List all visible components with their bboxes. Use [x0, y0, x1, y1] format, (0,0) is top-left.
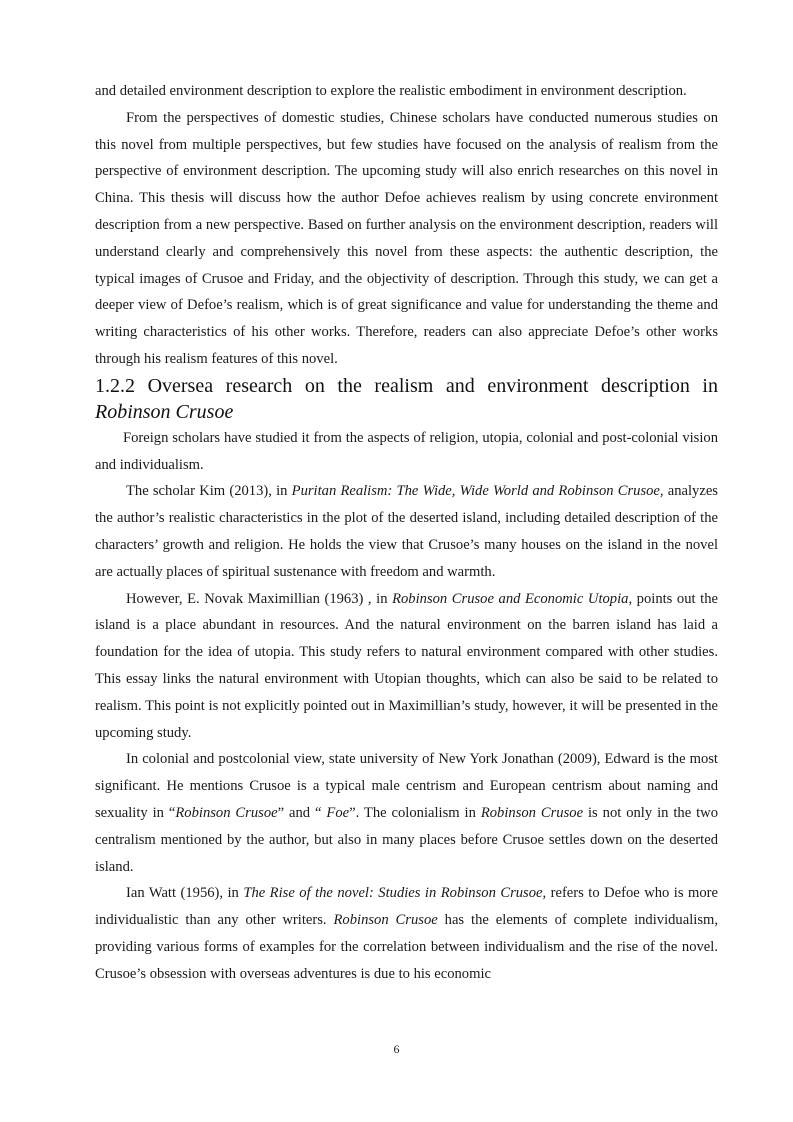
work-title: Robinson Crusoe and Economic Utopia: [392, 590, 629, 607]
paragraph-kim: The scholar Kim (2013), in Puritan Realism: The Wide, Wide World and Robinson Crusoe, analyzes the author’s realistic characteristics in the plot of the deserted island, including detailed description of the characters’ growth and religion. He holds the view that Crusoe’s many houses on the island in the novel are actually places of spiritual sustenance with freedom and warmth.: [95, 483, 718, 580]
paragraph-maximillian: However, E. Novak Maximillian (1963) , in Robinson Crusoe and Economic Utopia, points out the island is a place abundant in resources. And the natural environment on the barren island has laid a foundation for the idea of utopia. This study refers to natural environment compared with other studies. This essay links the natural environment with Utopian thoughts, which can also be said to be related to realism. This point is not explicitly pointed out in Maximillian’s study, however, it will be presented in the upcoming study.: [95, 590, 718, 741]
section-heading: [95, 373, 718, 425]
section-heading-line2: Robinson Crusoe: [95, 400, 234, 423]
paragraph-colonial-view: In colonial and postcolonial view, state university of New York Jonathan (2009), Edward is the most significant. He mentions Crusoe is a typical male centrism and European centrism about naming and sexuality in “Robinson Crusoe” and “ Foe”. The colonialism in Robinson Crusoe is not only in the two centralism mentioned by the author, but also in many places before Crusoe settles down on the deserted island.: [95, 751, 719, 875]
page-body: [95, 78, 718, 988]
paragraph-ian-watt: Ian Watt (1956), in The Rise of the novel: Studies in Robinson Crusoe, refers to Defoe who is more individualistic than any other writers. Robinson Crusoe has the elements of complete individualism, providing various forms of examples for the correlation between individualism and the rise of the novel. Crusoe’s obsession with overseas adventures is due to his economic: [95, 885, 718, 982]
work-title: Robinson Crusoe: [175, 804, 278, 821]
page-number: 6: [393, 1042, 400, 1056]
section-heading-line1: 1.2.2 Oversea research on the realism and environment description in: [95, 374, 718, 397]
work-title: Robinson Crusoe: [480, 804, 584, 821]
work-title: Puritan Realism: The Wide, Wide World and Robinson Crusoe: [291, 483, 660, 500]
paragraph-continuation: and detailed environment description to explore the realistic embodiment in environment description.: [95, 83, 687, 99]
work-title: The Rise of the novel: Studies in Robinson Crusoe: [243, 885, 543, 902]
work-title: Robinson Crusoe: [333, 912, 438, 929]
paragraph-domestic-studies: From the perspectives of domestic studies, Chinese scholars have conducted numerous studies on this novel from multiple perspectives, but few studies have focused on the analysis of realism from the perspective of environment description. The upcoming study will also enrich researches on this novel in China. This thesis will discuss how the author Defoe achieves realism by using concrete environment description from a new perspective. Based on further analysis on the environment description, readers will understand clearly and comprehensively this novel from these aspects: the authentic description, the typical images of Crusoe and Friday, and the objectivity of description. Through this study, we can get a deeper view of Defoe’s realism, which is of great significance and value for understanding the theme and writing characteristics of his other works. Therefore, readers can also appreciate Defoe’s other works through his realism features of this novel.: [95, 109, 718, 367]
work-title: Foe: [326, 804, 350, 821]
paragraph-foreign-scholars: Foreign scholars have studied it from the aspects of religion, utopia, colonial and post-colonial vision and individualism.: [95, 429, 718, 473]
